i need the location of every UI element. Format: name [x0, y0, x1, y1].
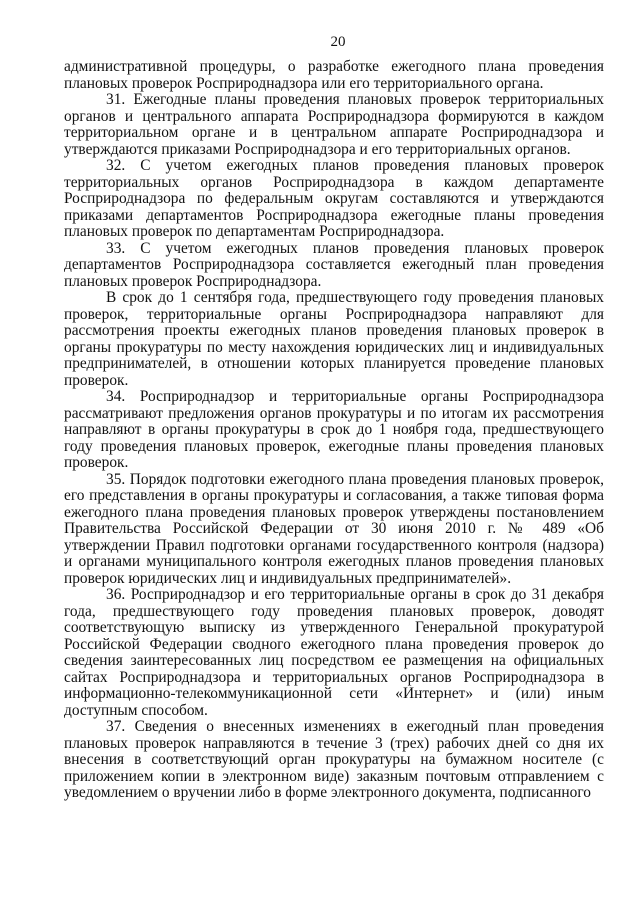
- paragraph-36: 36. Росприроднадзор и его территориальные органы в срок до 31 декабря года, предшествующего году проведения плановых проверок, доводят соответствующую выписку из утвержденного Генеральной прокуратурой Российской Федерации сводного ежегодного плана проведения проверок до сведения заинтересованных лиц посредством ее размещения на официальных сайтах Росприроднадзора и территориальных органов Росприроднадзора в информационно-телекоммуникационной сети «Интернет» и (или) иным доступным способом.: [64, 586, 604, 719]
- paragraph-34: 34. Росприроднадзор и территориальные органы Росприроднадзора рассматривают предложения органов прокуратуры и по итогам их рассмотрения направляют в органы прокуратуры в срок до 1 ноября года, предшествующего году проведения плановых проверок, ежегодные планы проведения плановых проверок.: [64, 388, 604, 471]
- paragraph-35: 35. Порядок подготовки ежегодного плана проведения плановых проверок, его представления в органы прокуратуры и согласования, а также типовая форма ежегодного плана проведения плановых проверок утверждены постановлением Правительства Российской Федерации от 30 июня 2010 г. № 489 «Об утверждении Правил подготовки органами государственного контроля (надзора) и органами муниципального контроля ежегодных планов проведения плановых проверок юридических лиц и индивидуальных предпринимателей».: [64, 470, 604, 587]
- paragraph-32: 32. С учетом ежегодных планов проведения плановых проверок территориальных органов Росприроднадзора в каждом департаменте Росприроднадзора по федеральным округам составляются и утверждаются приказами департаментов Росприроднадзора ежегодные планы проведения плановых проверок по департаментам Росприроднадзора.: [64, 157, 604, 240]
- paragraph-31: 31. Ежегодные планы проведения плановых проверок территориальных органов и центрального аппарата Росприроднадзора формируются в каждом территориальном органе и в центральном аппарате Росприроднадзора и утверждаются приказами Росприроднадзора и его территориальных органов.: [64, 91, 604, 158]
- page-number: 20: [330, 34, 346, 50]
- paragraph-continuation: административной процедуры, о разработке ежегодного плана проведения плановых проверок Росприроднадзора или его территориального органа.: [64, 58, 604, 92]
- paragraph-33: 33. С учетом ежегодных планов проведения плановых проверок департаментов Росприроднадзора составляется ежегодный план проведения плановых проверок Росприроднадзора.: [64, 239, 604, 290]
- document-body: [64, 59, 604, 802]
- paragraph-33-deadline: В срок до 1 сентября года, предшествующего году проведения плановых проверок, территориальные органы Росприроднадзора направляют для рассмотрения проекты ежегодных планов проведения плановых проверок в органы прокуратуры по месту нахождения юридических лиц и индивидуальных предпринимателей, в отношении которых планируется проведение плановых проверок.: [64, 289, 604, 389]
- paragraph-37: 37. Сведения о внесенных изменениях в ежегодный план проведения плановых проверок направляются в течение 3 (трех) рабочих дней со дня их внесения в соответствующий орган прокуратуры на бумажном носителе (с приложением копии в электронном виде) заказным почтовым отправлением с уведомлением о вручении либо в форме электронного документа, подписанного: [64, 718, 604, 801]
